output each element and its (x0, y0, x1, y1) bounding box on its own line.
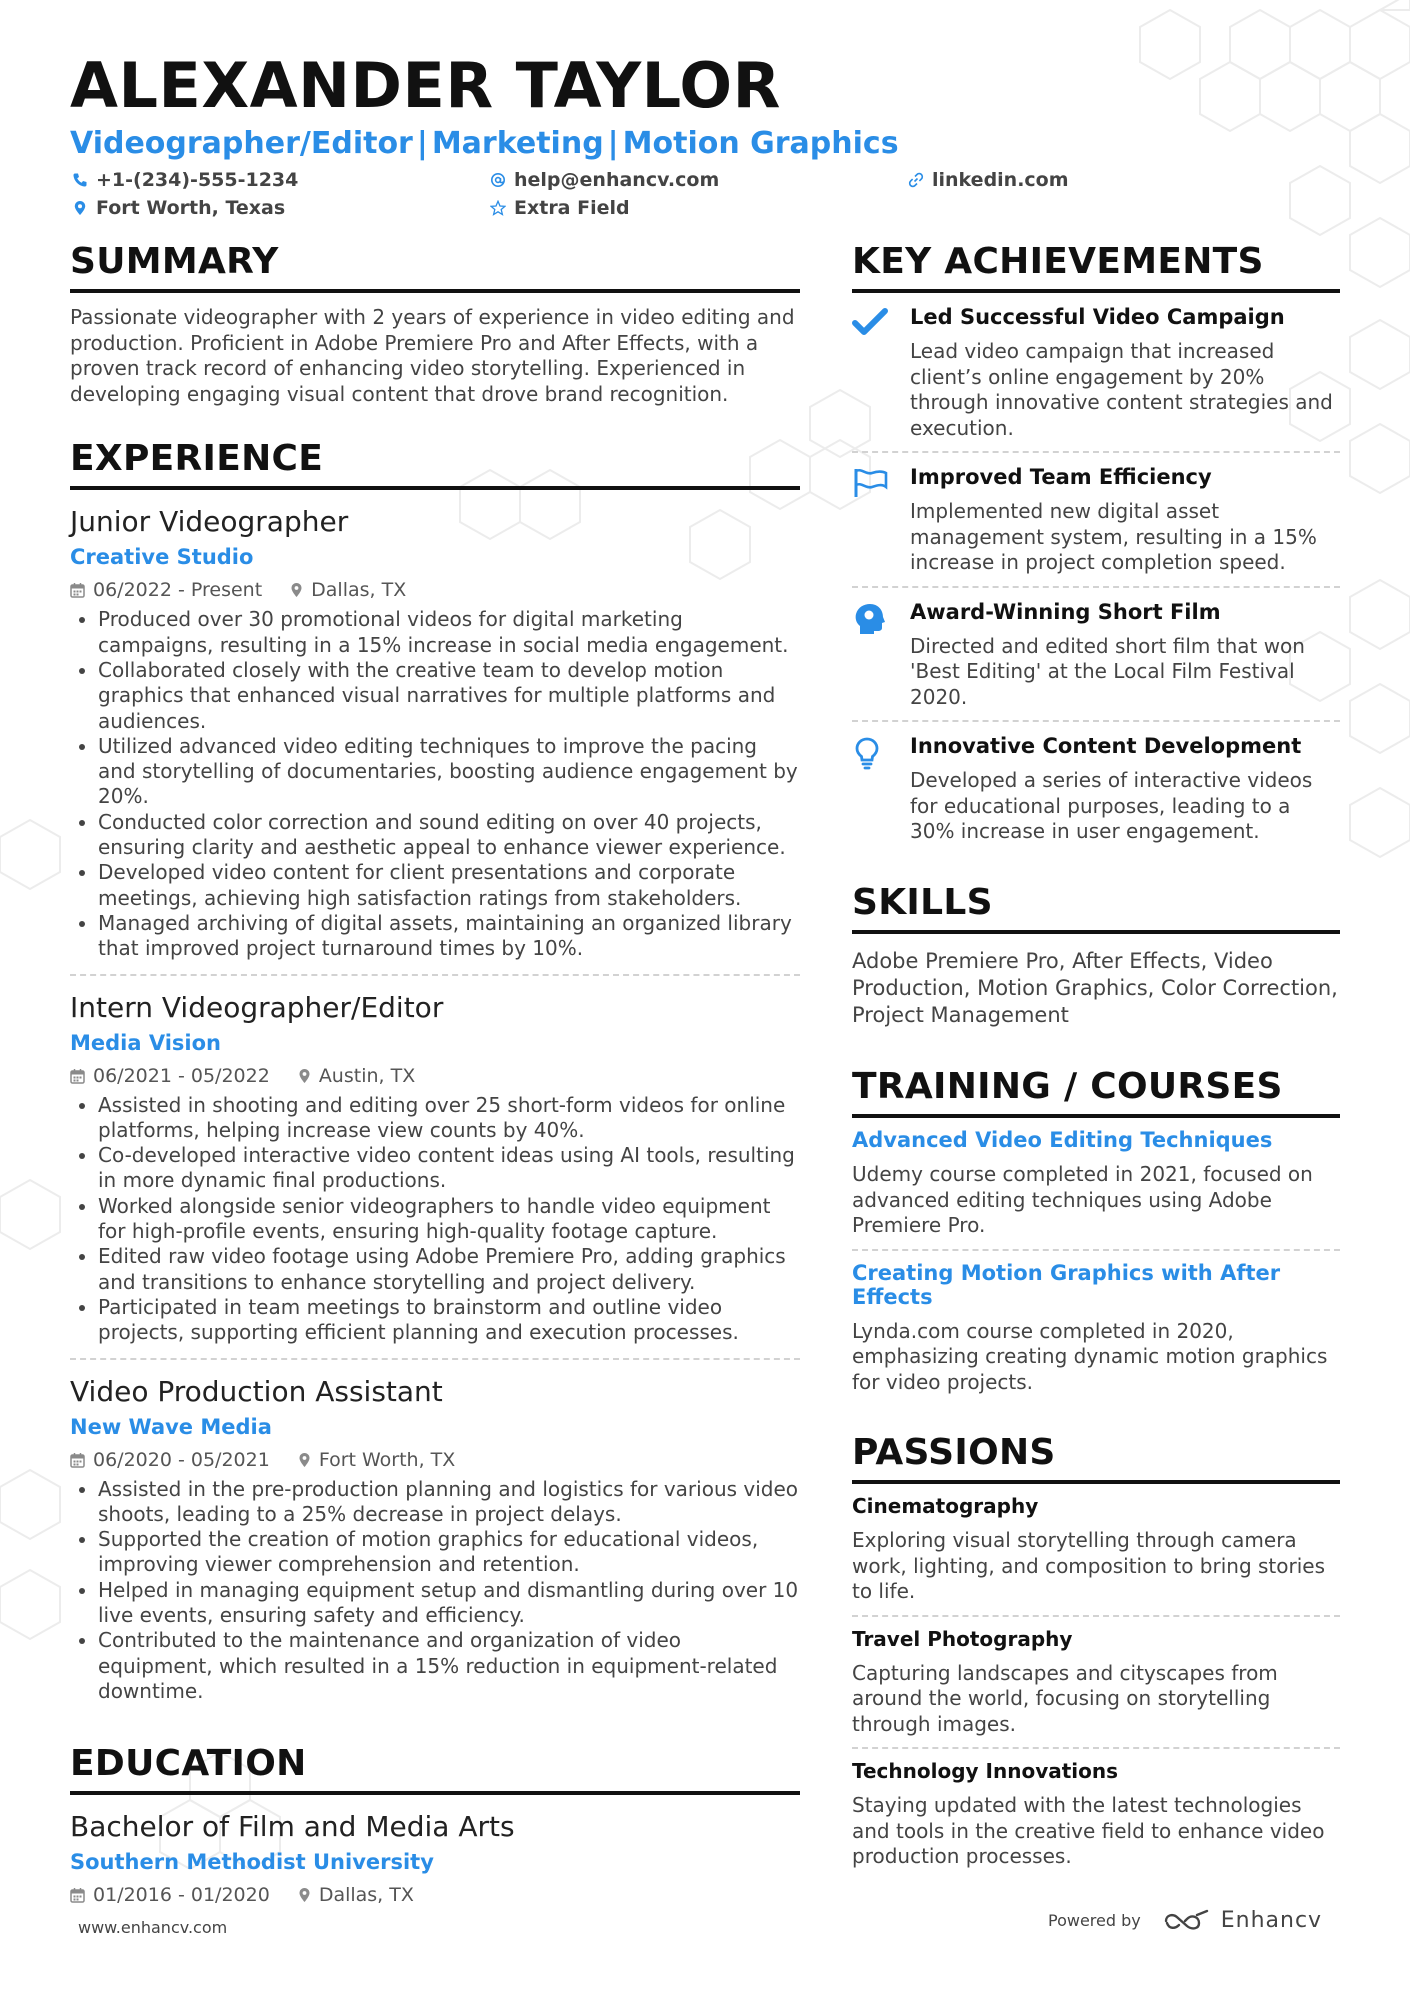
course-description: Lynda.com course completed in 2020, emphasizing creating dynamic motion graphics for video projects. (852, 1318, 1328, 1394)
bullet-item: • Collaborated closely with the creative team to develop motion graphics that enhanced visual narratives for multiple platforms and audiences. (98, 658, 800, 734)
job-role: Junior Videographer (70, 505, 349, 539)
right-column (852, 240, 1340, 1906)
job-bullets (70, 1093, 800, 1346)
section-heading: EDUCATION (70, 1742, 800, 1795)
achievement-item (852, 722, 1340, 855)
bullet-item: • Managed archiving of digital assets, maintaining an organized library that improved project turnaround times by 10%. (98, 911, 800, 962)
candidate-name: ALEXANDER TAYLOR (70, 49, 781, 122)
dates-text: 06/2021 - 05/2022 (93, 1064, 270, 1087)
skills-section (852, 881, 1340, 1029)
course-title[interactable]: Creating Motion Graphics with After Effects (852, 1260, 1281, 1309)
location-text: Fort Worth, TX (318, 1448, 456, 1471)
job-location (298, 1065, 415, 1087)
achievement-item (852, 453, 1340, 588)
bullet-item: • Supported the creation of motion graphics for educational videos, improving viewer comprehension and retention. (98, 1527, 800, 1578)
company-name[interactable]: Creative Studio (70, 545, 254, 570)
bullet-item: • Utilized advanced video editing techniques to improve the pacing and storytelling of documentaries, boosting audience engagement by 20%. (98, 734, 800, 810)
achievement-description: Lead video campaign that increased client’s online engagement by 20% through innovative content strategies and execution. (910, 339, 1333, 440)
bullet-item: • Participated in team meetings to brainstorm and outline video projects, supporting efficient planning and execution processes. (98, 1295, 800, 1346)
contact-phone[interactable] (72, 169, 298, 191)
email-text: help@enhancv.com (514, 169, 720, 191)
achievement-description: Directed and edited short film that won 'Best Editing' at the Local Film Festival 2020. (910, 633, 1305, 709)
job-dates (70, 1449, 270, 1471)
footer-branding (1048, 1908, 1322, 1933)
education-meta (70, 1884, 800, 1906)
job-entry (70, 976, 800, 1360)
footer-website[interactable]: www.enhancv.com (78, 1918, 228, 1937)
extra-text: Extra Field (514, 197, 630, 219)
headline-part: Motion Graphics (622, 126, 899, 161)
achievement-body (910, 734, 1340, 845)
job-list (70, 490, 800, 1716)
calendar-icon (70, 582, 85, 598)
head-idea-icon (852, 600, 910, 711)
calendar-icon (70, 1887, 85, 1903)
bullet-item: • Edited raw video footage using Adobe Premiere Pro, adding graphics and transitions to enhance storytelling and project delivery. (98, 1244, 800, 1295)
location-pin-icon (298, 1887, 311, 1903)
job-entry (70, 1360, 800, 1717)
achievement-title: Led Successful Video Campaign (910, 305, 1285, 330)
lightbulb-icon (852, 734, 910, 845)
bullet-item: • Contributed to the maintenance and organization of video equipment, which resulted in a 15% reduction in equipment-related downtime. (98, 1628, 800, 1704)
flag-icon (852, 465, 910, 576)
contact-extra (490, 197, 630, 219)
job-meta (70, 579, 800, 601)
education-entry (70, 1795, 800, 1918)
contact-email[interactable] (490, 169, 719, 191)
location-text: Dallas, TX (318, 1884, 414, 1907)
bullet-item: • Co-developed interactive video content ideas using AI tools, resulting in more dynamic final productions. (98, 1143, 800, 1194)
achievement-list (852, 293, 1340, 855)
bullet-item: • Assisted in shooting and editing over 25 short-form videos for online platforms, helping increase view counts by 40%. (98, 1093, 800, 1144)
location-text: Fort Worth, Texas (96, 197, 286, 219)
location-pin-icon (290, 582, 303, 598)
at-icon (490, 172, 506, 188)
job-dates (70, 1065, 270, 1087)
skills-text: Adobe Premiere Pro, After Effects, Video Production, Motion Graphics, Color Correction, Project Management (852, 948, 1338, 1027)
job-role: Intern Videographer/Editor (70, 990, 444, 1024)
achievement-description: Developed a series of interactive videos for educational purposes, leading to a 30% increase in user engagement. (910, 768, 1313, 844)
job-meta (70, 1065, 800, 1087)
achievement-item (852, 588, 1340, 723)
course-item (852, 1251, 1340, 1406)
passion-title: Travel Photography (852, 1626, 1073, 1651)
headline-part: Marketing (431, 126, 604, 161)
headline (70, 126, 899, 161)
dates-text: 06/2020 - 05/2021 (93, 1448, 270, 1471)
course-item (852, 1118, 1340, 1251)
course-title[interactable]: Advanced Video Editing Techniques (852, 1128, 1273, 1153)
bullet-item: • Produced over 30 promotional videos for digital marketing campaigns, resulting in a 15% increase in social media engagement. (98, 607, 800, 658)
section-heading: TRAINING / COURSES (852, 1065, 1340, 1118)
bullet-item: • Helped in managing equipment setup and dismantling during over 10 live events, ensuring safety and efficiency. (98, 1578, 800, 1629)
passions-section (852, 1431, 1340, 1880)
headline-separator: | (607, 126, 619, 161)
passion-title: Cinematography (852, 1494, 1039, 1519)
calendar-icon (70, 1068, 85, 1084)
section-heading: SUMMARY (70, 240, 800, 293)
phone-text: +1-(234)-555-1234 (96, 169, 299, 191)
contact-linkedin[interactable] (908, 169, 1069, 191)
contact-location (72, 197, 285, 219)
achievement-title: Improved Team Efficiency (910, 465, 1212, 490)
experience-section (70, 437, 800, 1716)
job-bullets (70, 1477, 800, 1705)
location-pin-icon (72, 200, 88, 216)
course-description: Udemy course completed in 2021, focused on advanced editing techniques using Adobe Premiere Pro. (852, 1162, 1313, 1238)
company-name[interactable]: New Wave Media (70, 1414, 272, 1439)
section-heading: PASSIONS (852, 1431, 1340, 1484)
bullet-item: • Developed video content for client presentations and corporate meetings, achieving high satisfaction ratings from stakeholders. (98, 860, 800, 911)
job-entry (70, 490, 800, 975)
education-location (298, 1884, 414, 1906)
passion-item (852, 1749, 1340, 1880)
enhancv-logo-icon (1163, 1909, 1211, 1933)
passion-description: Staying updated with the latest technologies and tools in the creative field to enhance video production processes. (852, 1793, 1325, 1869)
brand-logo[interactable] (1163, 1908, 1322, 1933)
education-section (70, 1742, 800, 1918)
job-location (298, 1449, 455, 1471)
star-icon (490, 200, 506, 216)
achievements-section (852, 240, 1340, 855)
achievement-description: Implemented new digital asset management system, resulting in a 15% increase in project completion speed. (910, 499, 1317, 575)
summary-text: Passionate videographer with 2 years of experience in video editing and production. Proficient in Adobe Premiere Pro and After Effects, with a proven track record of enhancing video storytelling. Experienced in developing engaging visual content that drove brand recognition. (70, 305, 795, 406)
bullet-item: • Assisted in the pre-production planning and logistics for various video shoots, leading to a 25% decrease in project delays. (98, 1477, 800, 1528)
passion-description: Capturing landscapes and cityscapes from around the world, focusing on storytelling through images. (852, 1660, 1278, 1736)
left-column (70, 240, 800, 1944)
bullet-item: • Conducted color correction and sound editing on over 40 projects, ensuring clarity and aesthetic appeal to enhance viewer experience. (98, 810, 800, 861)
summary-section (70, 240, 800, 407)
section-heading: EXPERIENCE (70, 437, 800, 490)
achievement-body (910, 465, 1340, 576)
phone-icon (72, 172, 88, 188)
job-dates (70, 579, 262, 601)
location-text: Austin, TX (318, 1064, 416, 1087)
dates-text: 06/2022 - Present (93, 579, 263, 602)
brand-name: Enhancv (1220, 1908, 1323, 1933)
dates-text: 01/2016 - 01/2020 (93, 1884, 270, 1907)
job-location (290, 579, 406, 601)
checkmark-icon (852, 305, 910, 441)
powered-by-label: Powered by (1048, 1911, 1141, 1930)
passion-description: Exploring visual storytelling through camera work, lighting, and composition to bring stories to life. (852, 1528, 1325, 1604)
training-section (852, 1065, 1340, 1405)
course-list (852, 1118, 1340, 1405)
passion-item (852, 1484, 1340, 1617)
headline-separator: | (416, 126, 428, 161)
passion-title: Technology Innovations (852, 1759, 1119, 1784)
degree: Bachelor of Film and Media Arts (70, 1810, 515, 1844)
achievement-item (852, 293, 1340, 453)
location-pin-icon (298, 1068, 311, 1084)
passion-list (852, 1484, 1340, 1880)
linkedin-text: linkedin.com (932, 169, 1069, 191)
job-bullets (70, 607, 800, 961)
achievement-body (910, 305, 1340, 441)
achievement-body (910, 600, 1340, 711)
bullet-item: • Worked alongside senior videographers to handle video equipment for high-profile events, ensuring high-quality footage capture. (98, 1194, 800, 1245)
achievement-title: Innovative Content Development (910, 734, 1302, 759)
section-heading: SKILLS (852, 881, 1340, 934)
section-heading: KEY ACHIEVEMENTS (852, 240, 1340, 293)
company-name[interactable]: Media Vision (70, 1030, 222, 1055)
location-pin-icon (298, 1452, 311, 1468)
job-meta (70, 1449, 800, 1471)
link-icon (908, 172, 924, 188)
headline-part: Videographer/Editor (70, 126, 413, 161)
job-role: Video Production Assistant (70, 1374, 443, 1408)
calendar-icon (70, 1452, 85, 1468)
education-dates (70, 1884, 270, 1906)
achievement-title: Award-Winning Short Film (910, 599, 1221, 624)
location-text: Dallas, TX (311, 579, 407, 602)
passion-item (852, 1617, 1340, 1750)
school[interactable]: Southern Methodist University (70, 1850, 434, 1875)
